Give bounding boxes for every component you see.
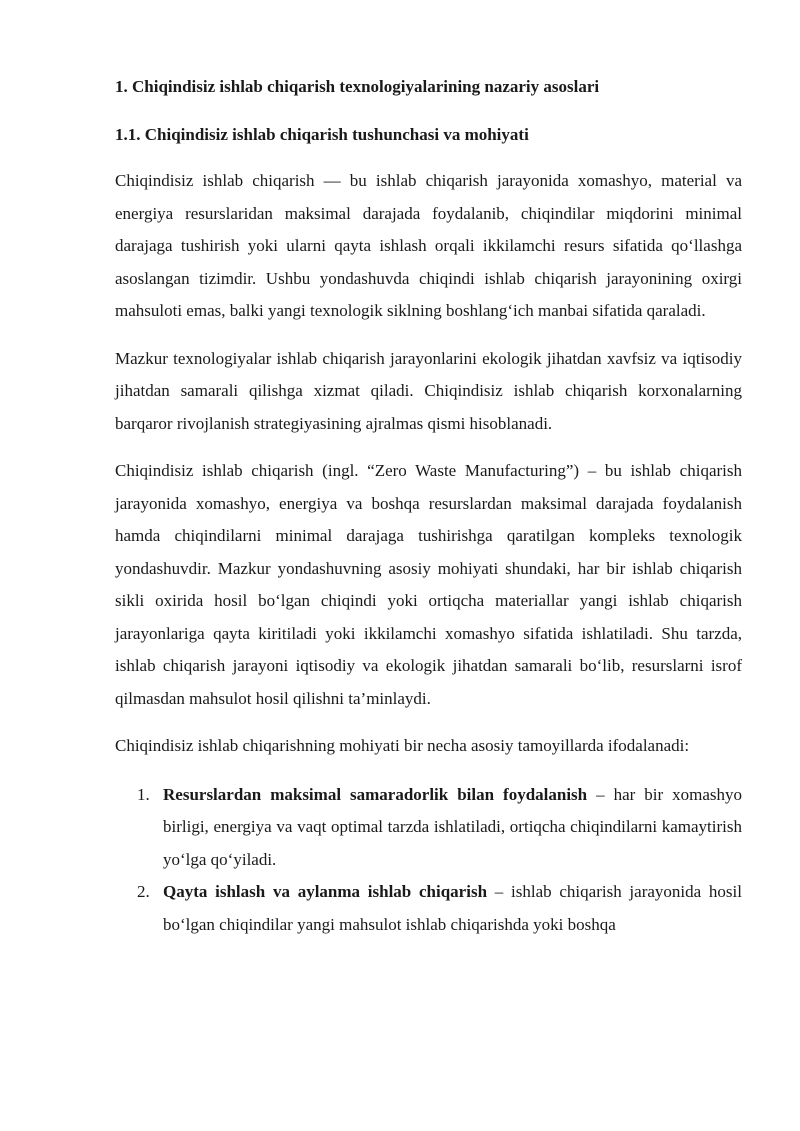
list-item xyxy=(115,779,742,877)
paragraph-purpose: Mazkur texnologiyalar ishlab chiqarish jarayonlarini ekologik jihatdan xavfsiz va iqtisodiy jihatdan samarali qilishga xizmat qiladi. Chiqindisiz ishlab chiqarish korxonalarning barqaror rivojlanish strategiyasining ajralmas qismi hisoblanadi. xyxy=(115,348,742,433)
section-heading: 1. Chiqindisiz ishlab chiqarish texnologiyalarining nazariy asoslari xyxy=(115,77,600,96)
subsection-heading: 1.1. Chiqindisiz ishlab chiqarish tushunchasi va mohiyati xyxy=(115,125,529,144)
list-item-text: – har bir xomashyo birligi, energiya va vaqt optimal tarzda ishlatiladi, ortiqcha chiqindilarni kamaytirish yo‘lga qo‘yiladi. xyxy=(163,784,742,869)
paragraph-principles-intro: Chiqindisiz ishlab chiqarishning mohiyati bir necha asosiy tamoyillarda ifodalanadi: xyxy=(115,736,690,755)
principles-list xyxy=(115,779,742,942)
list-item xyxy=(115,876,742,941)
list-item-term: Resurslardan maksimal samaradorlik bilan foydalanish xyxy=(163,784,588,804)
list-item-number: 2. xyxy=(137,882,150,901)
list-item-text: – ishlab chiqarish jarayonida hosil bo‘lgan chiqindilar yangi mahsulot ishlab chiqarishda yoki boshqa xyxy=(163,882,742,934)
paragraph-definition: Chiqindisiz ishlab chiqarish — bu ishlab chiqarish jarayonida xomashyo, material va energiya resurslaridan maksimal darajada foydalanib, chiqindilar miqdorini minimal darajaga tushirish yoki ularni qayta ishlash orqali ikkilamchi resurs sifatida qo‘llashga asoslangan tizimdir. Ushbu yondashuvda chiqindi ishlab chiqarish jarayonining oxirgi mahsuloti emas, balki yangi texnologik siklning boshlang‘ich manbai sifatida qaraladi. xyxy=(115,171,742,320)
list-item-number: 1. xyxy=(137,784,150,804)
list-item-term: Qayta ishlash va aylanma ishlab chiqarish xyxy=(163,882,488,901)
paragraph-zero-waste: Chiqindisiz ishlab chiqarish (ingl. “Zero Waste Manufacturing”) – bu ishlab chiqarish jarayonida xomashyo, energiya va boshqa resurslardan maksimal darajada foydalanish hamda chiqindilarni minimal darajaga tushirishga qaratilgan kompleks texnologik yondashuvdir. Mazkur yondashuvning asosiy mohiyati shundaki, har bir ishlab chiqarish sikli oxirida hosil bo‘lgan chiqindi yoki ortiqcha materiallar yangi ishlab chiqarish jarayonlariga qayta kiritiladi yoki ikkilamchi xomashyo sifatida ishlatiladi. Shu tarzda, ishlab chiqarish jarayoni iqtisodiy va ekologik jihatdan samarali bo‘lib, resurslarni isrof qilmasdan mahsulot hosil qilishni ta’minlaydi. xyxy=(115,461,742,708)
document-page xyxy=(115,72,742,941)
